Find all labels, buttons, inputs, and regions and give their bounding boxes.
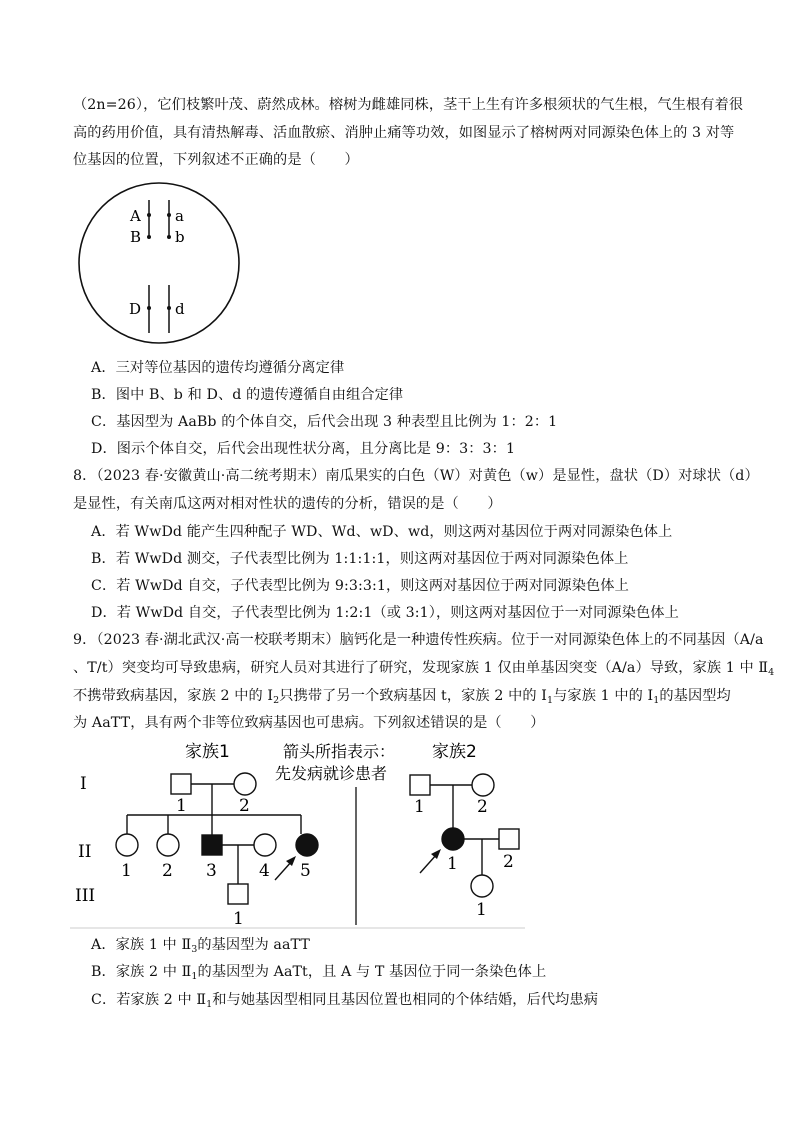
f2-III1-female <box>471 875 493 897</box>
q8-option-a: A．若 WwDd 能产生四种配子 WD、Wd、wD、wd，则这两对基因位于两对同源染色体上 <box>91 524 673 540</box>
f1-II5-affected-female <box>296 834 318 856</box>
chromosome-figure <box>76 180 242 346</box>
f2-I1-male <box>410 775 430 795</box>
arrow-legend-line-1: 箭头所指表示： <box>283 742 396 761</box>
svg-text:2: 2 <box>477 797 488 817</box>
family-1-title: 家族1 <box>185 742 230 762</box>
generation-II-label: II <box>78 842 92 862</box>
svg-text:2: 2 <box>239 796 250 816</box>
allele-B-label: B <box>130 228 142 246</box>
q8-option-d: D．若 WwDd 自交，子代表型比例为 1:2:1（或 3:1），则这两对基因位于一对同源染色体上 <box>91 605 679 621</box>
svg-text:1: 1 <box>476 900 487 920</box>
f1-I1-male <box>171 774 191 794</box>
svg-text:4: 4 <box>259 861 270 881</box>
q7-stem-line-1: （2n=26），它们枝繁叶茂、蔚然成林。榕树为雌雄同株，茎干上生有许多根须状的气生根，气生根有着很 <box>73 97 744 113</box>
arrow-legend-line-2: 先发病就诊患者 <box>275 764 388 783</box>
svg-text:2: 2 <box>162 861 173 881</box>
f1-II3-affected-male <box>202 835 222 855</box>
q7-stem-line-2: 高的药用价值，具有清热解毒、活血散瘀、消肿止痛等功效，如图显示了榕树两对同源染色体上的 3 对等 <box>73 125 735 141</box>
q9-stem-line-2: 、T/t）突变均可导致患病，研究人员对其进行了研究，发现家族 1 仅由单基因突变（A/a）导致，家族 1 中 $Ⅱ_4$ <box>73 660 775 678</box>
svg-text:3: 3 <box>206 861 217 881</box>
svg-text:5: 5 <box>300 861 311 881</box>
allele-A-label: A <box>130 207 141 225</box>
q9-option-c: C．若家族 2 中 $Ⅱ_1$和与她基因型相同且基因位置也相同的个体结婚，后代均患病 <box>91 992 599 1010</box>
q9-stem-line-3: 不携带致病基因，家族 2 中的 $Ⅰ_2$只携带了另一个致病基因 t，家族 2 中的 $Ⅰ_1$与家族 1 中的 $Ⅰ_1$的基因型均 <box>73 688 731 706</box>
svg-text:2: 2 <box>503 852 514 872</box>
svg-text:1: 1 <box>176 796 187 816</box>
svg-text:1: 1 <box>233 909 244 929</box>
svg-text:1: 1 <box>447 854 458 874</box>
allele-D-label: D <box>129 300 142 318</box>
q7-option-a: A．三对等位基因的遗传均遵循分离定律 <box>91 360 345 376</box>
q8-stem-line-1: 8．（2023 春·安徽黄山·高二统考期末）南瓜果实的白色（W）对黄色（w）是显性，盘状（D）对球状（d） <box>73 468 759 484</box>
svg-text:1: 1 <box>414 797 425 817</box>
q7-option-c: C．基因型为 AaBb 的个体自交，后代会出现 3 种表型且比例为 1：2：1 <box>91 414 558 430</box>
allele-a-label: a <box>175 207 184 225</box>
svg-text:1: 1 <box>121 861 132 881</box>
q7-stem-line-3: 位基因的位置，下列叙述不正确的是（ ） <box>73 152 359 168</box>
f1-I2-female <box>234 773 256 795</box>
family-2-title: 家族2 <box>432 742 477 762</box>
q8-option-b: B．若 WwDd 测交，子代表型比例为 1:1:1:1，则这两对基因位于两对同源染色体上 <box>91 551 629 567</box>
q7-option-b: B．图中 B、b 和 D、d 的遗传遵循自由组合定律 <box>91 387 404 403</box>
allele-b-label: b <box>175 228 185 246</box>
q9-option-b: B．家族 2 中 $Ⅱ_1$的基因型为 AaTt，且 A 与 T 基因位于同一条染色体上 <box>91 964 547 982</box>
f2-II1-affected-female <box>442 828 464 850</box>
f1-III1-male <box>228 884 248 904</box>
allele-d-label: d <box>175 300 185 318</box>
generation-III-label: III <box>75 886 96 906</box>
f1-II4-female <box>254 834 276 856</box>
f2-II2-male <box>499 829 519 849</box>
q8-option-c: C．若 WwDd 自交，子代表型比例为 9:3:3:1，则这两对基因位于两对同源染色体上 <box>91 578 629 594</box>
q9-option-a: A．家族 1 中 $Ⅱ_3$的基因型为 aaTT <box>91 937 310 955</box>
f1-II2-female <box>157 834 179 856</box>
q7-option-d: D．图示个体自交，后代会出现性状分离，且分离比是 9：3：3：1 <box>91 441 516 457</box>
q9-stem-line-4: 为 AaTT，具有两个非等位致病基因也可患病。下列叙述错误的是（ ） <box>73 715 545 731</box>
generation-I-label: I <box>80 774 87 794</box>
f2-I2-female <box>472 774 494 796</box>
f1-II1-female <box>116 834 138 856</box>
q8-stem-line-2: 是显性，有关南瓜这两对相对性状的遗传的分析，错误的是（ ） <box>73 496 502 512</box>
pedigree-chart <box>70 735 530 930</box>
q9-stem-line-1: 9．（2023 春·湖北武汉·高一校联考期末）脑钙化是一种遗传性疾病。位于一对同源染色体上的不同基因（A/a <box>73 632 764 648</box>
